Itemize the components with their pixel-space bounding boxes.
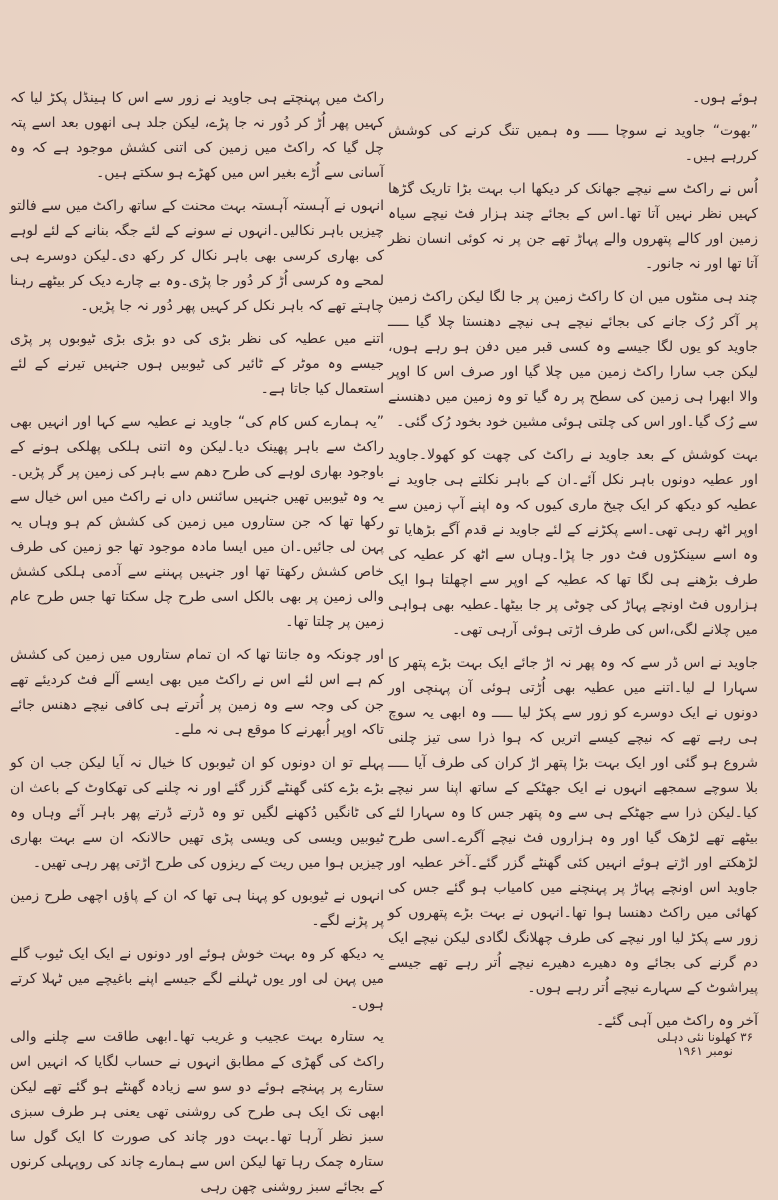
- paragraph: انہوں نے ٹیوبوں کو پہنا ہی تھا کہ ان کے پاؤں اچھی طرح زمین پر پڑنے لگے۔: [10, 888, 384, 929]
- paragraph: ہوئے ہوں۔: [692, 90, 758, 106]
- paragraph: راکٹ میں پہنچتے ہی جاوید نے زور سے اس کا ہینڈل پکڑ لیا کہ کہیں پھر اُڑ کر دُور نہ جا پڑے، لیکن جلد ہی انھوں بعد اسے پتہ چل گیا کہ راکٹ میں زمین کی اتنی کشش موجود ہے کہ وہ آسانی سے اُڑے بغیر اس میں کھڑے ہو سکتے ہیں۔: [10, 90, 384, 181]
- paragraph: جاوید نے اس ڈر سے کہ وہ پھر نہ اڑ جائے ایک بہت بڑے پتھر کا سہارا لے لیا۔اتنے میں عطیہ بھی اُڑتی ہوئی آن پہنچی اور دونوں نے ایک دوسرے کو زور سے پکڑ لیا ـــــ وہ ابھی یہ سوچ ہی رہے تھے کہ نیچے کیسے اتریں کہ ہوا ذرا سی تیز چلنی شروع ہو گئی اور ایک بہت بڑا پتھر اڑ کران کی طرف آیا ـــــ بلا سوچے سمجھے انہوں نے ایک جھٹکے کے ساتھ اپنا سر نیچے کیا۔لیکن ذرا سے جھٹکے ہی سے وہ پتھر جس کا وہ سہارا لئے بیٹھے تھے لڑھک گیا اور وہ ہزاروں فٹ نیچے آگرے۔اسی طرح لڑھکتے اور اڑتے ہوئے انہیں کئی گھنٹے گزر گئے۔آخر عطیہ اور جاوید اس اونچے پہاڑ پر پہنچنے میں کامیاب ہو گئے جس کی کھائی میں راکٹ دھنسا ہوا تھا۔انہوں نے بہت بڑے پتھروں کو زور سے پکڑ لیا اور نیچے کی طرف چھلانگ لگادی لیکن نیچے ایک دم گرنے کی بجائے وہ دھیرے دھیرے نیچے اُتر رہے تھے جیسے پیراشوٹ کے سہارے نیچے اُتر رہے ہوں۔: [388, 655, 758, 996]
- paragraph: چند ہی منٹوں میں ان کا راکٹ زمین پر جا لگا لیکن راکٹ زمین پر آکر رُک جانے کی بجائے نیچے ہی نیچے دھنستا چلا گیا ـــــ جاوید کو یوں لگا جیسے وہ کسی قبر میں دفن ہو رہے ہوں، لیکن جب سارا راکٹ زمین میں چلا گیا اور صرف اس کا اوپر والا ابھرا ہی زمین کی سطح پر رہ گیا تو وہ زمین میں دھنسنے سے رُک گیا۔اور اس کی چلتی ہوئی مشین خود بخود رُک گئی۔: [388, 289, 758, 430]
- paragraph: انہوں نے آہستہ آہستہ بہت محنت کے ساتھ راکٹ میں سے فالتو چیزیں باہر نکالیں۔انہوں نے سونے کے لئے جگہ بنانے کے لئے لوہے کی بھاری کرسی بھی باہر نکال کر رکھ دی۔لیکن دوسرے ہی لمحے وہ کرسی اُڑ کر دُور جا پڑی۔وہ بے چارے دیک کر بیٹھے رہنا چاہتے تھے کہ باہر نکل کر کہیں پھر دُور نہ جا پڑیں۔: [10, 198, 384, 314]
- paragraph: ”یہ ہمارے کس کام کی“ جاوید نے عطیہ سے کہا اور انہیں بھی راکٹ سے باہر پھینک دیا۔لیکن وہ اتنی ہلکی پھلکی ہونے کے باوجود بھاری لوہے کی طرح دھم سے باہر کی زمین پر گر پڑیں۔یہ وہ ٹیوبیں تھیں جنہیں سائنس داں نے راکٹ میں اس خیال سے رکھا تھا کہ جن ستاروں میں زمین کی کشش کم ہو وہاں یہ پہن لی جائیں۔ان میں ایسا مادہ موجود تھا جو زمین کی طرف خاص کشش رکھتا تھا اور جنہیں پہننے سے آدمی ہلکی کشش والی زمین پر بھی بالکل اسی طرح چل سکتا تھا جس طرح عام زمین پر چلتا تھا۔: [10, 414, 384, 630]
- paragraph: آخر وہ راکٹ میں آہی گئے۔: [596, 1013, 758, 1029]
- paragraph: اور چونکہ وہ جانتا تھا کہ ان تمام ستاروں میں زمین کی کشش کم ہے اس لئے اس نے راکٹ میں بھی ایسے آلے فٹ کردیئے تھے جن کی وجہ سے وہ زمین پر اُترتے ہی کافی نیچے دھنس جائے تاکہ اوپر اُبھرنے کا موقع ہی نہ ملے۔: [10, 647, 384, 738]
- page-footer: ۳۶ کھلونا نئی دہلی نومبر ۱۹۶۱: [656, 1030, 754, 1058]
- paragraph: یہ دیکھ کر وہ بہت خوش ہوئے اور دونوں نے ایک ایک ٹیوب گلے میں پہن لی اور یوں ٹہلنے لگے جیسے اپنے باغیچے میں ٹہلا کرتے ہوں۔: [10, 946, 384, 1012]
- paragraph: بہت کوشش کے بعد جاوید نے راکٹ کی چھت کو کھولا۔جاوید اور عطیہ دونوں باہر نکل آئے۔ان کے باہر نکلتے ہی جاوید نے عطیہ کو دیکھ کر ایک چیخ ماری کیوں کہ وہ اپنے آپ زمین سے اوپر اٹھ رہی تھی۔اسے پکڑنے کے لئے جاوید نے قدم آگے بڑھایا تو وہ اسے سینکڑوں فٹ دور جا پڑا۔وہاں سے اٹھ کر عطیہ کی طرف بڑھنے ہی لگا تھا کہ عطیہ کے اوپر سے اچھلتا ہوا ایک ہزاروں فٹ اونچے پہاڑ کی چوٹی پر جا بیٹھا۔عطیہ بھی ہواہی میں چلانے لگی،اس کی طرف اڑتی ہوئی آرہی تھی۔: [388, 447, 758, 638]
- paragraph: ”بھوت“ جاوید نے سوچا ـــــ وہ ہمیں تنگ کرنے کی کوشش کررہے ہیں۔: [388, 123, 758, 164]
- paragraph: پہلے تو ان دونوں کو ان ٹیوبوں کا خیال نہ آیا لیکن جب ان کو بڑے بڑے کئی گھنٹے گزر گئے اور نہ چلنے کی تھکاوٹ کے باعث ان کی ٹانگیں دُکھنے لگیں تو وہ ڈرتے ڈرتے پھر باہر آئے وہاں وہ ٹیوبیں ویسی کی ویسی پڑی تھیں حالانکہ ان سے بہت بھاری چیزیں ہوا میں ریت کے ریزوں کی طرح اڑتی پھر رہی تھیں۔: [10, 755, 384, 871]
- paragraph: اُس نے راکٹ سے نیچے جھانک کر دیکھا اب بہت بڑا تاریک گڑھا کہیں نظر نہیں آتا تھا۔اس کے بجائے چند ہزار فٹ نیچے سیاہ زمین اور کالے پتھروں والے پہاڑ تھے جن پر نہ کوئی انسان نظر آتا تھا اور نہ جانور۔: [388, 181, 758, 272]
- right-text-column: [388, 86, 758, 1029]
- left-text-column: [10, 86, 384, 1195]
- paragraph: اتنے میں عطیہ کی نظر بڑی کی دو بڑی بڑی ٹیوبوں پر پڑی جیسے وہ موٹر کے ٹائیر کی ٹیوبیں ہوں جنہیں تیرنے کے لئے استعمال کیا جاتا ہے۔: [10, 331, 384, 397]
- paragraph: یہ ستارہ بہت عجیب و غریب تھا۔ابھی طاقت سے چلنے والی راکٹ کی گھڑی کے مطابق انہوں نے حساب لگایا کہ انہیں اس ستارے پر پہنچے ہوئے دو سو سے زیادہ گھنٹے ہو گئے تھے لیکن ابھی تک ایک ہی طرح کی روشنی تھی یعنی ہر طرف سبزی سبز نظر آرہا تھا۔بہت دور چاند کی صورت کا ایک گول سا ستارہ چمک رہا تھا لیکن اس سے ہمارے چاند کی روپہلی کرنوں کے بجائے سبز روشنی چھن رہی: [10, 1029, 384, 1195]
